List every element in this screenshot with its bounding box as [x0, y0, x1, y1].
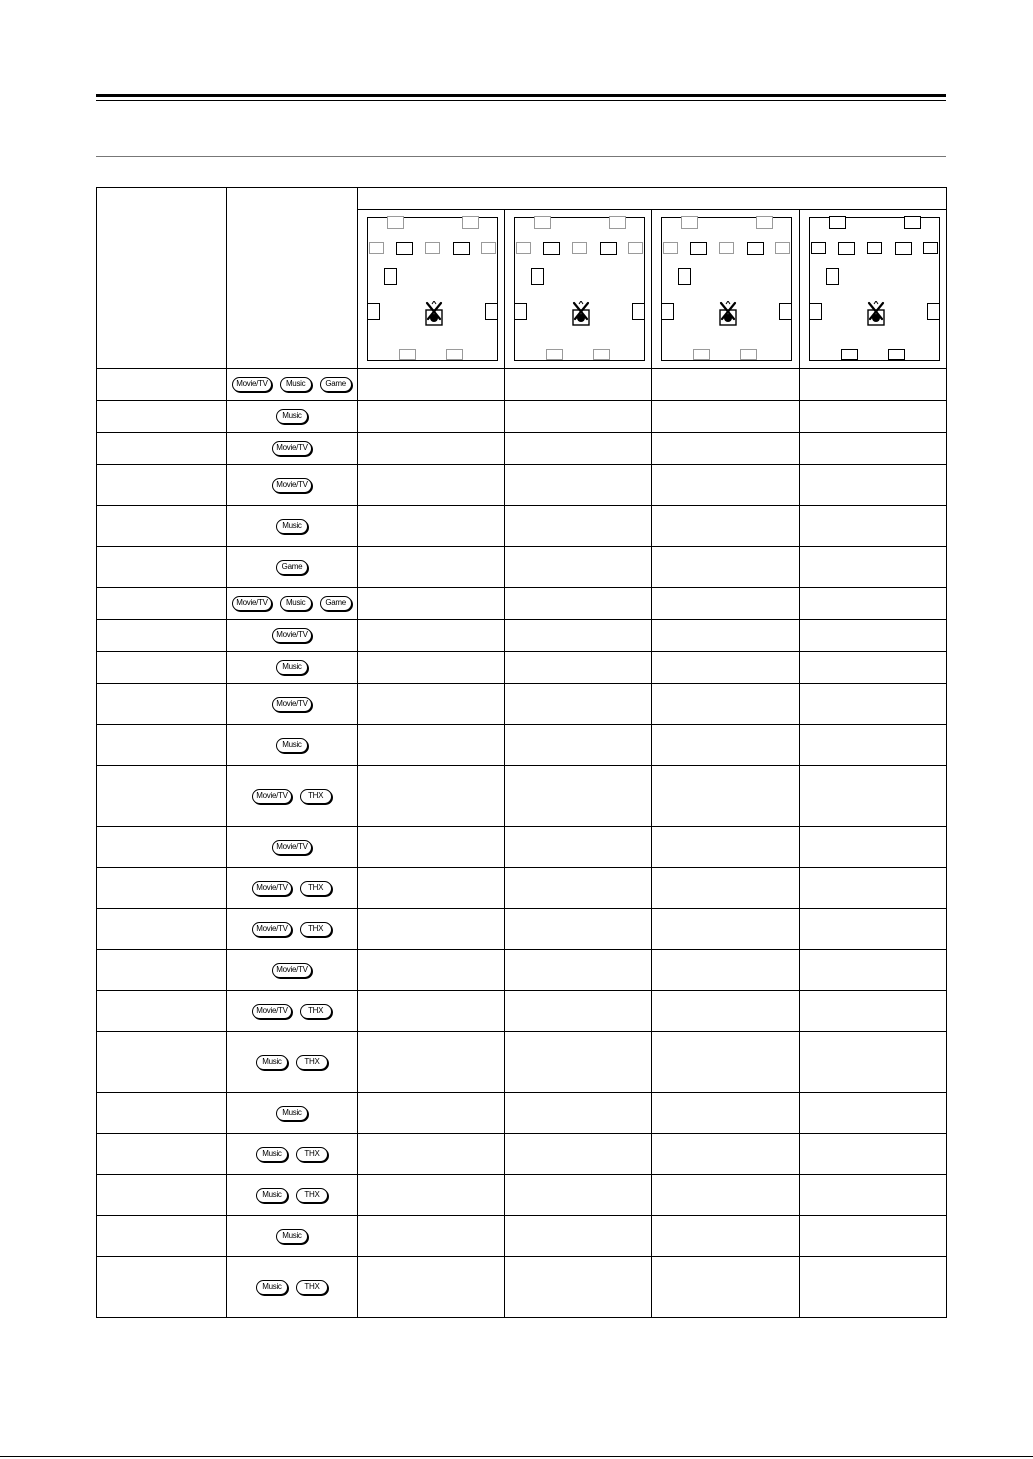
input-buttons-cell — [227, 684, 357, 725]
mode-name-cell — [97, 725, 227, 766]
music-button-icon: Music — [276, 409, 308, 424]
subwoofer-icon — [384, 268, 397, 285]
speaker-config-cell — [504, 1175, 651, 1216]
speaker-diagram-cell — [504, 210, 651, 369]
speaker-config-cell — [504, 401, 651, 433]
table-row — [97, 401, 947, 433]
input-buttons-cell — [227, 868, 357, 909]
music-button-icon: Music — [280, 377, 312, 392]
surround-back-right-speaker-icon — [446, 349, 463, 360]
mode-name-cell — [97, 991, 227, 1032]
mode-name-cell — [97, 766, 227, 827]
speaker-layout-diagram — [661, 217, 792, 361]
speaker-config-cell — [357, 369, 504, 401]
mode-name-cell — [97, 827, 227, 868]
speaker-config-cell — [652, 506, 799, 547]
speaker-config-cell — [357, 1216, 504, 1257]
surround-right-speaker-icon — [632, 303, 645, 320]
movie-tv-button-icon: Movie/TV — [272, 840, 311, 855]
surround-back-left-speaker-icon — [693, 349, 710, 360]
input-buttons-cell — [227, 909, 357, 950]
speaker-config-cell — [504, 766, 651, 827]
subwoofer-icon — [826, 268, 839, 285]
speaker-config-cell — [357, 433, 504, 465]
input-buttons-cell — [227, 950, 357, 991]
speaker-config-cell — [504, 1032, 651, 1093]
speaker-config-cell — [652, 465, 799, 506]
input-buttons-cell — [227, 1216, 357, 1257]
front-speaker-icon — [747, 242, 764, 255]
speaker-config-cell — [357, 1093, 504, 1134]
input-buttons-cell — [227, 1134, 357, 1175]
table-row — [97, 1093, 947, 1134]
speaker-layout-diagram — [809, 217, 940, 361]
speaker-config-cell — [652, 950, 799, 991]
speaker-config-cell — [799, 369, 946, 401]
center-speaker-icon — [425, 242, 440, 254]
speaker-config-cell — [652, 369, 799, 401]
speaker-config-cell — [799, 1093, 946, 1134]
front-high-right-speaker-icon — [462, 216, 479, 229]
mode-name-cell — [97, 1134, 227, 1175]
table-row — [97, 909, 947, 950]
input-buttons-cell — [227, 547, 357, 588]
input-buttons-cell — [227, 652, 357, 684]
speaker-config-cell — [357, 465, 504, 506]
speaker-config-cell — [799, 909, 946, 950]
listener-seat-icon — [865, 301, 887, 327]
front-wide-speaker-icon — [628, 242, 643, 254]
speaker-config-cell — [652, 766, 799, 827]
input-buttons-cell — [227, 433, 357, 465]
speaker-config-cell — [652, 401, 799, 433]
speaker-config-cell — [652, 1093, 799, 1134]
front-high-left-speaker-icon — [534, 216, 551, 229]
thx-button-icon: THX — [296, 1055, 328, 1070]
surround-left-speaker-icon — [809, 303, 822, 320]
mode-name-header — [97, 188, 227, 369]
front-high-left-speaker-icon — [681, 216, 698, 229]
music-button-icon: Music — [256, 1280, 288, 1295]
surround-back-right-speaker-icon — [888, 349, 905, 360]
movie-tv-button-icon: Movie/TV — [252, 789, 291, 804]
header-rule-thick — [96, 94, 946, 97]
table-row — [97, 725, 947, 766]
speaker-config-cell — [357, 1032, 504, 1093]
front-speaker-icon — [690, 242, 707, 255]
game-button-icon: Game — [276, 560, 308, 575]
front-high-right-speaker-icon — [756, 216, 773, 229]
thx-button-icon: THX — [296, 1188, 328, 1203]
front-speaker-icon — [453, 242, 470, 255]
speaker-config-cell — [799, 766, 946, 827]
speaker-config-cell — [357, 991, 504, 1032]
surround-left-speaker-icon — [661, 303, 674, 320]
input-buttons-cell — [227, 725, 357, 766]
speaker-config-cell — [504, 684, 651, 725]
mode-name-cell — [97, 1216, 227, 1257]
movie-tv-button-icon: Movie/TV — [252, 881, 291, 896]
speaker-diagram-cell — [652, 210, 799, 369]
game-button-icon: Game — [320, 596, 352, 611]
thx-button-icon: THX — [300, 881, 332, 896]
table-row — [97, 1257, 947, 1318]
mode-name-cell — [97, 652, 227, 684]
game-button-icon: Game — [320, 377, 352, 392]
speaker-config-cell — [799, 991, 946, 1032]
speaker-config-cell — [357, 725, 504, 766]
movie-tv-button-icon: Movie/TV — [272, 963, 311, 978]
speaker-layout-header — [357, 188, 946, 210]
table-row — [97, 1134, 947, 1175]
input-buttons-cell — [227, 369, 357, 401]
thx-button-icon: THX — [296, 1147, 328, 1162]
music-button-icon: Music — [276, 519, 308, 534]
front-speaker-icon — [543, 242, 560, 255]
table-row — [97, 433, 947, 465]
front-wide-speaker-icon — [481, 242, 496, 254]
speaker-config-cell — [504, 506, 651, 547]
table-row — [97, 950, 947, 991]
surround-back-left-speaker-icon — [546, 349, 563, 360]
mode-name-cell — [97, 401, 227, 433]
speaker-config-cell — [357, 950, 504, 991]
input-buttons-cell — [227, 827, 357, 868]
movie-tv-button-icon: Movie/TV — [272, 628, 311, 643]
speaker-config-cell — [504, 950, 651, 991]
speaker-config-cell — [357, 620, 504, 652]
speaker-config-cell — [504, 868, 651, 909]
speaker-config-cell — [652, 827, 799, 868]
surround-left-speaker-icon — [514, 303, 527, 320]
center-speaker-icon — [719, 242, 734, 254]
speaker-config-cell — [504, 369, 651, 401]
table-row — [97, 766, 947, 827]
movie-tv-button-icon: Movie/TV — [232, 596, 271, 611]
mode-name-cell — [97, 433, 227, 465]
music-button-icon: Music — [276, 1229, 308, 1244]
music-button-icon: Music — [276, 1106, 308, 1121]
front-wide-speaker-icon — [775, 242, 790, 254]
speaker-config-cell — [799, 506, 946, 547]
speaker-config-cell — [652, 991, 799, 1032]
mode-name-cell — [97, 1175, 227, 1216]
input-buttons-cell — [227, 1257, 357, 1318]
center-speaker-icon — [867, 242, 882, 254]
speaker-config-cell — [357, 909, 504, 950]
movie-tv-button-icon: Movie/TV — [252, 1004, 291, 1019]
input-buttons-cell — [227, 991, 357, 1032]
mode-name-cell — [97, 547, 227, 588]
speaker-config-cell — [357, 766, 504, 827]
speaker-config-cell — [504, 1134, 651, 1175]
input-buttons-cell — [227, 620, 357, 652]
mode-name-cell — [97, 506, 227, 547]
front-speaker-icon — [838, 242, 855, 255]
speaker-config-cell — [504, 725, 651, 766]
mode-name-cell — [97, 1257, 227, 1318]
table-row — [97, 506, 947, 547]
surround-right-speaker-icon — [779, 303, 792, 320]
speaker-config-cell — [799, 868, 946, 909]
surround-back-right-speaker-icon — [593, 349, 610, 360]
front-wide-speaker-icon — [663, 242, 678, 254]
speaker-config-cell — [357, 868, 504, 909]
speaker-config-cell — [357, 506, 504, 547]
speaker-layout-diagram — [514, 217, 645, 361]
table-row — [97, 868, 947, 909]
surround-back-left-speaker-icon — [841, 349, 858, 360]
mode-rows — [97, 369, 947, 1318]
front-high-right-speaker-icon — [904, 216, 921, 229]
table-row — [97, 620, 947, 652]
front-speaker-icon — [396, 242, 413, 255]
speaker-config-cell — [799, 620, 946, 652]
table-row — [97, 827, 947, 868]
speaker-config-cell — [652, 433, 799, 465]
table-row — [97, 684, 947, 725]
front-high-left-speaker-icon — [387, 216, 404, 229]
speaker-config-cell — [652, 868, 799, 909]
speaker-config-cell — [357, 827, 504, 868]
movie-tv-button-icon: Movie/TV — [272, 441, 311, 456]
table-row — [97, 1032, 947, 1093]
table-row — [97, 547, 947, 588]
table-row — [97, 465, 947, 506]
speaker-config-cell — [652, 909, 799, 950]
music-button-icon: Music — [256, 1055, 288, 1070]
page-bottom-rule — [0, 1456, 1033, 1457]
front-speaker-icon — [895, 242, 912, 255]
mode-name-cell — [97, 369, 227, 401]
speaker-config-cell — [652, 652, 799, 684]
music-button-icon: Music — [280, 596, 312, 611]
front-speaker-icon — [600, 242, 617, 255]
input-buttons-cell — [227, 506, 357, 547]
input-buttons-cell — [227, 1175, 357, 1216]
speaker-config-cell — [799, 547, 946, 588]
speaker-config-cell — [357, 1134, 504, 1175]
speaker-config-cell — [504, 827, 651, 868]
speaker-config-cell — [357, 1175, 504, 1216]
speaker-config-cell — [652, 1257, 799, 1318]
speaker-config-cell — [504, 588, 651, 620]
table-row — [97, 588, 947, 620]
mode-name-cell — [97, 684, 227, 725]
speaker-config-cell — [799, 827, 946, 868]
input-buttons-cell — [227, 588, 357, 620]
mode-name-cell — [97, 1093, 227, 1134]
center-speaker-icon — [572, 242, 587, 254]
mode-name-cell — [97, 950, 227, 991]
speaker-config-cell — [652, 547, 799, 588]
music-button-icon: Music — [276, 738, 308, 753]
speaker-config-cell — [504, 620, 651, 652]
speaker-config-cell — [799, 1032, 946, 1093]
thx-button-icon: THX — [300, 789, 332, 804]
surround-back-left-speaker-icon — [399, 349, 416, 360]
speaker-config-cell — [504, 909, 651, 950]
speaker-config-cell — [799, 1257, 946, 1318]
speaker-config-cell — [504, 652, 651, 684]
subwoofer-icon — [678, 268, 691, 285]
speaker-config-cell — [799, 1175, 946, 1216]
listener-seat-icon — [570, 301, 592, 327]
surround-left-speaker-icon — [367, 303, 380, 320]
movie-tv-button-icon: Movie/TV — [232, 377, 271, 392]
speaker-config-cell — [799, 684, 946, 725]
speaker-config-cell — [652, 725, 799, 766]
speaker-config-cell — [799, 401, 946, 433]
speaker-config-cell — [799, 725, 946, 766]
speaker-config-cell — [799, 1134, 946, 1175]
mode-name-cell — [97, 620, 227, 652]
table-row — [97, 1216, 947, 1257]
speaker-config-cell — [357, 684, 504, 725]
surround-right-speaker-icon — [485, 303, 498, 320]
speaker-config-cell — [799, 465, 946, 506]
speaker-config-cell — [357, 401, 504, 433]
speaker-config-cell — [652, 684, 799, 725]
table-row — [97, 991, 947, 1032]
speaker-config-cell — [504, 547, 651, 588]
mode-name-cell — [97, 588, 227, 620]
speaker-config-cell — [504, 991, 651, 1032]
surround-right-speaker-icon — [927, 303, 940, 320]
thx-button-icon: THX — [300, 922, 332, 937]
music-button-icon: Music — [256, 1147, 288, 1162]
listener-seat-icon — [717, 301, 739, 327]
speaker-config-cell — [504, 433, 651, 465]
movie-tv-button-icon: Movie/TV — [272, 478, 311, 493]
surround-back-right-speaker-icon — [740, 349, 757, 360]
front-wide-speaker-icon — [369, 242, 384, 254]
speaker-config-cell — [652, 1134, 799, 1175]
movie-tv-button-icon: Movie/TV — [252, 922, 291, 937]
mode-name-cell — [97, 1032, 227, 1093]
speaker-config-cell — [799, 433, 946, 465]
speaker-config-cell — [504, 465, 651, 506]
speaker-config-cell — [799, 588, 946, 620]
speaker-layout-diagram — [367, 217, 498, 361]
front-high-left-speaker-icon — [829, 216, 846, 229]
speaker-diagram-cell — [357, 210, 504, 369]
speaker-config-cell — [504, 1216, 651, 1257]
speaker-config-cell — [799, 652, 946, 684]
front-wide-speaker-icon — [923, 242, 938, 254]
speaker-config-cell — [652, 1032, 799, 1093]
header-rule-thin — [96, 100, 946, 101]
front-wide-speaker-icon — [811, 242, 826, 254]
speaker-config-cell — [799, 950, 946, 991]
speaker-config-cell — [652, 588, 799, 620]
speaker-config-cell — [652, 620, 799, 652]
thx-button-icon: THX — [300, 1004, 332, 1019]
movie-tv-button-icon: Movie/TV — [272, 697, 311, 712]
input-buttons-cell — [227, 1093, 357, 1134]
speaker-config-cell — [799, 1216, 946, 1257]
mode-name-cell — [97, 868, 227, 909]
speaker-config-cell — [357, 588, 504, 620]
music-button-icon: Music — [276, 660, 308, 675]
listening-mode-table — [96, 187, 947, 1318]
speaker-diagram-cell — [799, 210, 946, 369]
input-buttons-cell — [227, 401, 357, 433]
table-row — [97, 652, 947, 684]
input-buttons-cell — [227, 766, 357, 827]
input-button-header — [227, 188, 357, 369]
input-buttons-cell — [227, 465, 357, 506]
speaker-config-cell — [504, 1257, 651, 1318]
speaker-config-cell — [652, 1175, 799, 1216]
mode-name-cell — [97, 465, 227, 506]
front-high-right-speaker-icon — [609, 216, 626, 229]
section-rule — [96, 156, 946, 157]
front-wide-speaker-icon — [516, 242, 531, 254]
speaker-config-cell — [652, 1216, 799, 1257]
subwoofer-icon — [531, 268, 544, 285]
speaker-config-cell — [357, 652, 504, 684]
speaker-config-cell — [357, 1257, 504, 1318]
music-button-icon: Music — [256, 1188, 288, 1203]
table-row — [97, 1175, 947, 1216]
mode-name-cell — [97, 909, 227, 950]
speaker-config-cell — [357, 547, 504, 588]
speaker-config-cell — [504, 1093, 651, 1134]
listener-seat-icon — [423, 301, 445, 327]
table-row — [97, 369, 947, 401]
input-buttons-cell — [227, 1032, 357, 1093]
thx-button-icon: THX — [296, 1280, 328, 1295]
